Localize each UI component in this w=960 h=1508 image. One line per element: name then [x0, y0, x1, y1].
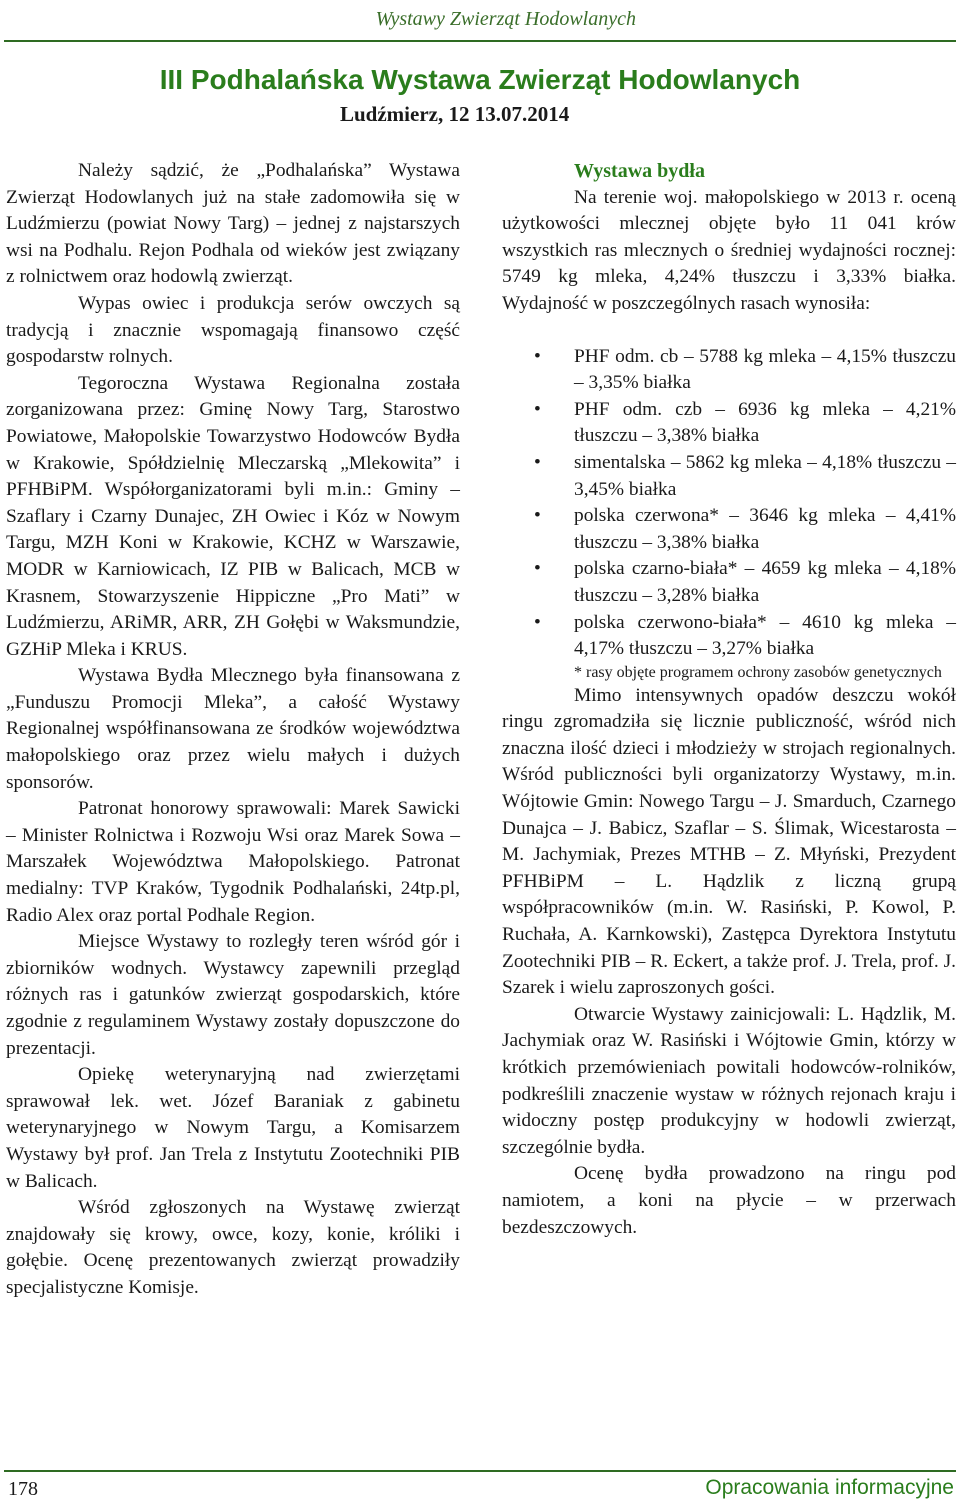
- breed-text: PHF odm. cb – 5788 kg mleka – 4,15% tłuszczu – 3,35% białka: [574, 345, 956, 394]
- paragraph: Tegoroczna Wystawa Regionalna została zorganizowana przez: Gminę Nowy Targ, Starostwo Powiatowe, Małopolskie Towarzystwo Hodowców Bydła w Krakowie, Spółdzielnię Mleczarską „Mlekowita” i PFHBiPM. Współorganizatorami byli m.in.: Gminy – Szaflary i Czarny Dunajec, ZH Owiec i Kóz w Nowym Targu, MZH Koni w Krakowie, KCHZ w Warszawie, MODR w Karniowicach, IZ PIB w Balicach, MCB w Krasnem, Stowarzyszenie Hippiczne „Pro Mati” w Ludźmierzu, ARiMR, ARR, ZH Gołębi w Waksmundzie, GZHiP Mleka i KRUS.: [6, 372, 460, 660]
- list-item: [526, 503, 956, 556]
- bullet-icon: •: [534, 398, 541, 420]
- footer-rule: [4, 1470, 956, 1472]
- section-heading: Wystawa bydła: [574, 160, 705, 182]
- paragraph: Wypas owiec i produkcja serów owczych są tradycją i znacznie wspomagają finansowo część gospodarstw rolnych.: [6, 292, 460, 368]
- breed-text: PHF odm. czb – 6936 kg mleka – 4,21% tłuszczu – 3,38% białka: [574, 398, 956, 447]
- list-item: [526, 450, 956, 503]
- running-head: Wystawy Zwierząt Hodowlanych: [375, 8, 636, 30]
- paragraph: Ocenę bydła prowadzono na ringu pod namiotem, a koni na płycie – w przerwach bezdeszczowych.: [502, 1163, 956, 1238]
- breed-text: polska czerwona* – 3646 kg mleka – 4,41% tłuszczu – 3,38% białka: [574, 505, 956, 553]
- bullet-icon: •: [534, 505, 541, 527]
- footnote: * rasy objęte programem ochrony zasobów genetycznych: [574, 663, 942, 681]
- page-subtitle: Ludźmierz, 12 13.07.2014: [340, 102, 570, 126]
- paragraph: Wśród zgłoszonych na Wystawę zwierząt znajdowały się krowy, owce, kozy, konie, króliki i gołębie. Ocenę prezentowanych zwierząt prowadziły specjalistyczne Komisje.: [6, 1197, 460, 1298]
- intro-paragraph: Na terenie woj. małopolskiego w 2013 r. oceną użytkowości mlecznej objęte było 11 041 krów wszystkich ras mlecznych o średniej wydajności rocznej: 5749 kg mleka, 4,24% tłuszczu i 3,33% białka. Wydajność w poszczególnych rasach wynosiła:: [502, 186, 956, 314]
- footer-publication-title: Opracowania informacyjne: [705, 1476, 954, 1499]
- bullet-icon: •: [534, 345, 541, 367]
- breed-text: polska czarno-biała* – 4659 kg mleka – 4,18% tłuszczu – 3,28% białka: [574, 558, 956, 606]
- breed-text: simentalska – 5862 kg mleka – 4,18% tłuszczu – 3,45% białka: [574, 451, 956, 500]
- list-item: [526, 344, 956, 397]
- page-number: 178: [8, 1478, 38, 1500]
- header-rule: [4, 40, 956, 42]
- list-item: [526, 556, 956, 609]
- paragraph: Patronat honorowy sprawowali: Marek Sawicki – Minister Rolnictwa i Rozwoju Wsi oraz Marek Sowa – Marszałek Województwa Małopolskiego. Patronat medialny: TVP Kraków, Tygodnik Podhalański, 24tp.pl, Radio Alex oraz portal Podhale Region.: [6, 798, 460, 926]
- breed-text: polska czerwono-biała* – 4610 kg mleka – 4,17% tłuszczu – 3,27% białka: [574, 611, 956, 660]
- paragraph: Mimo intensywnych opadów deszczu wokół ringu zgromadziła się licznie publiczność, wśród nich znaczna ilość dzieci i młodzieży w strojach regionalnych. Wśród publiczności byli organizatorzy Wystawy, m.in. Wójtowie Gmin: Nowego Targu – J. Smarduch, Czarnego Dunajca – J. Babicz, Szaflar – S. Ślimak, Wicestarosta – M. Jachymiak, Prezes MTHB – Z. Młyński, Prezydent PFHBiPM – L. Hądzlik z liczną grupą współpracowników (m.in. W. Rasiński, P. Kowol, P. Ruchała, A. Karnkowski), Zastępca Dyrektora Instytutu Zootechniki PIB – R. Eckert, a także prof. J. Trela, prof. J. Szarek i wielu zaproszonych gości.: [502, 684, 956, 999]
- paragraph: Miejsce Wystawy to rozległy teren wśród gór i zbiorników wodnych. Wystawcy zapewnili przegląd różnych ras i gatunków zwierząt gospodarskich, które zgodnie z regulaminem Wystawy zostały dopuszczone do prezentacji.: [6, 931, 460, 1059]
- list-item: [526, 610, 956, 663]
- paragraph: Należy sądzić, że „Podhalańska” Wystawa Zwierząt Hodowlanych już na stałe zadomowiła się w Ludźmierzu (powiat Nowy Targ) – jednej z najstarszych wsi na Podhalu. Rejon Podhala od wieków jest związany z rolnictwem oraz hodowlą zwierząt.: [6, 160, 460, 288]
- left-column: [6, 158, 460, 1302]
- breed-list: [502, 344, 956, 663]
- bullet-icon: •: [534, 611, 541, 633]
- paragraph: Wystawa Bydła Mlecznego była finansowana z „Funduszu Promocji Mleka”, a całość Wystawy Regionalnej współfinansowana ze środków województwa małopolskiego oraz przez wielu małych i dużych sponsorów.: [6, 665, 460, 793]
- paragraph: Opiekę weterynaryjną nad zwierzętami sprawował lek. wet. Józef Baraniak z gabinetu weterynaryjnego w Nowym Targu, a Komisarzem Wystawy był prof. Jan Trela z Instytutu Zootechniki PIB w Balicach.: [6, 1064, 460, 1192]
- page-title: III Podhalańska Wystawa Zwierząt Hodowlanych: [159, 64, 801, 95]
- list-item: [526, 397, 956, 450]
- paragraph: Otwarcie Wystawy zainicjowali: L. Hądzlik, M. Jachymiak oraz W. Rasiński i Wójtowie Gmin, którzy w krótkich przemówieniach powitali hodowców-rolników, podkreślili znaczenie wystaw w różnych rejonach kraju i widoczny postęp produkcyjny w hodowli zwierząt, szczególnie bydła.: [502, 1003, 956, 1158]
- bullet-icon: •: [534, 451, 541, 473]
- bullet-icon: •: [534, 558, 541, 580]
- right-column: [502, 158, 956, 1241]
